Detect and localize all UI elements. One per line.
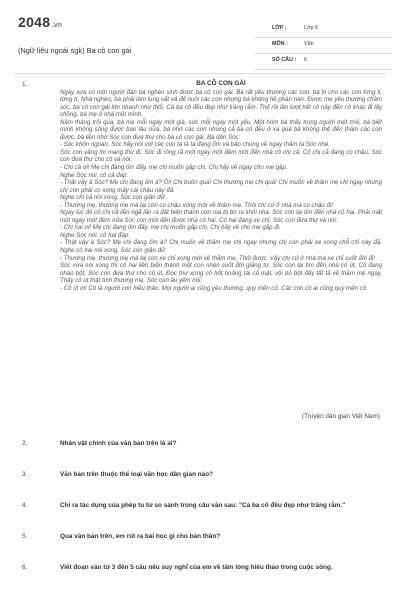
question-text: Nhân vật chính của văn bản trên là ai? [60,440,177,447]
story-passage [60,80,382,292]
story-paragraph: - Thật vậy à Sóc? Mẹ chị đang ốm à? Ôi! Chị buồn quá! Chị thương mẹ chị quá! Chị muốn về thăm mẹ chị ngay nhưng chị còn phải cọ xong mấy cái chậu này đã. [60,179,382,194]
meta-label: MÔN : [272,41,288,47]
question-text: Văn bản trên thuộc thể loại văn học dân gian nào? [60,471,214,478]
story-paragraph: Nghe Sóc nói, cô cả đáp: [60,171,129,179]
worksheet-subtitle: (Ngữ liệu ngoài sgk) Ba cô con gái [18,46,132,55]
header [18,12,388,66]
story-paragraph: Nghe chị cả nói xong, Sóc con giận dữ: [60,194,167,202]
header-divider [14,73,386,74]
story-paragraph: - Thương mẹ, thương mẹ mà lại còn cọ chậu xong mới về thăm mẹ. Thôi chị cứ ở nhà mà cọ chậu đi! [60,201,333,209]
meta-value: 6 [304,57,307,63]
story-paragraph: - Sóc khôn ngoan, Sóc hãy nói với các con ta là ta đang ốm và bảo chúng về ngay thăm ta Sóc nhé. [60,141,330,149]
logo-suffix: .vn [51,22,63,29]
site-logo[interactable] [18,14,62,30]
story-paragraph: Ngay lúc đó cô chị cả liền ngã lăn ra đất biến thành con rùa to bò ra khỏi nhà. Sóc con lại tìm đến nhà cô hai. Phải mất một ngày một đêm nữa Sóc con mới đến được nhà cô hai. Cô hai đang xe chỉ. Sóc con đưa thư và nói: [60,209,382,224]
question-text: Viết đoạn văn từ 3 đến 5 câu nêu suy nghĩ của em về tấm lòng hiếu thảo trong cuộc sống. [60,564,333,571]
meta-table [254,22,392,70]
story-paragraph: Năm tháng trôi qua, bà mẹ mỗi ngày một già, sức mỗi ngày một yếu. Một hôm bà thấy trong người mệt mỏi, bà biết mình không sống được bao lâu nữa, bà nhớ các con nhưng cả ba cô đều ở xa quá bà không thể đến thăm các con được, bà liền nhờ Sóc con đưa thư cho ba cô con gái. Bà dặn Sóc: [60,118,382,141]
question-text: Chỉ ra tác dụng của phép tu từ so sánh trong câu văn sau: "Cả ba cô đều đẹp như trăng rằm." [60,502,346,509]
story-title: BA CÔ CON GÁI [196,80,246,87]
story-paragraph: Sóc vừa nói xong thì cô hai liền biến thành một con nhện suốt đời giăng tơ. Sóc con lại tìm đến nhà cô út. Cô đang nhào bột. Sóc con đưa thư cho cô út. Đọc thư xong cô hốt hoảng tái cả mặt, vội bỏ bột đấy tất tả về thăm mẹ ngay. Thấy cô út thật tình thương mẹ, Sóc con âu yếm nói: [60,262,382,285]
meta-label: LỚP : [272,25,287,31]
story-paragraph: Sóc con vâng lời mang thư đi. Sóc đi ròng rã một ngày một đêm mới đến nhà cô chị cả. Cô chị cả đang cọ chậu. Sóc con đưa thư cho cô và nói: [60,148,382,164]
story-paragraph: - Chị cả ơi! Mẹ chị đang ốm đấy, mẹ chị muốn gặp chị. Chị hãy về ngay cho mẹ gặp. [60,164,288,172]
meta-row-question-count [254,54,392,70]
meta-row-class [254,22,392,38]
question-number: 1. [22,81,28,88]
question-number: 5. [22,533,28,540]
story-paragraph: Nghe Sóc nói, cô hai đáp: [60,231,130,239]
meta-label: SỐ CÂU : [272,57,297,63]
question-number: 3. [22,471,28,478]
question-number: 4. [22,502,28,509]
question-number: 6. [22,564,28,571]
story-paragraph: - Cô út ơi! Cô là người con hiếu thảo. Mọi người ai cũng yêu thương, quý mến cô. Các con cô ai cũng quý mến cô. [60,284,368,292]
question-text: Qua văn bản trên, em rút ra bài học gì cho bản thân? [60,533,221,540]
story-source: (Truyện dân gian Việt Nam) [301,413,380,420]
meta-value: Văn [304,41,314,47]
meta-value: Lớp 6 [304,25,319,31]
logo-text: 2048 [18,14,51,30]
question-number: 2. [22,440,28,447]
story-paragraph: Ngày xưa có một người đàn bà nghèo sinh được ba cô con gái. Bà rất yêu thương các con, bà lo cho các con từng li, từng tí. Nhà nghèo, bà phải làm lụng vất vả để nuôi các con nhưng bà không hề phàn nàn. Được mẹ yêu thương chăm sóc, ba cô con gái lớn nhanh như thổi. Cả ba cô đều đẹp như trăng rằm. Thế rồi lần lượt hết cô này đến cô khác đi lấy chồng, bà mẹ ở nhà một mình. [60,88,382,119]
story-paragraph: - Chị hai ơi! Mẹ chị đang ốm đấy, mẹ chị muốn gặp chị. Chị hãy về cho mẹ gặp đi. [60,224,281,232]
meta-row-subject [254,38,392,54]
story-paragraph: - Thật vậy à Sóc? Mẹ chị đang ốm à? Chị muốn về thăm mẹ chị ngay nhưng chị còn phải xe xong chỗ chỉ này đã. Nghe cô hai nói xong, Sóc con giận dữ: [60,239,382,255]
story-paragraph: - Thương mẹ, thương mẹ mà lại còn xe chỉ xong mới về thăm mẹ. Thôi được. Vậy chị cứ ở nhà mà xe chỉ suốt đời đi! [60,254,375,262]
